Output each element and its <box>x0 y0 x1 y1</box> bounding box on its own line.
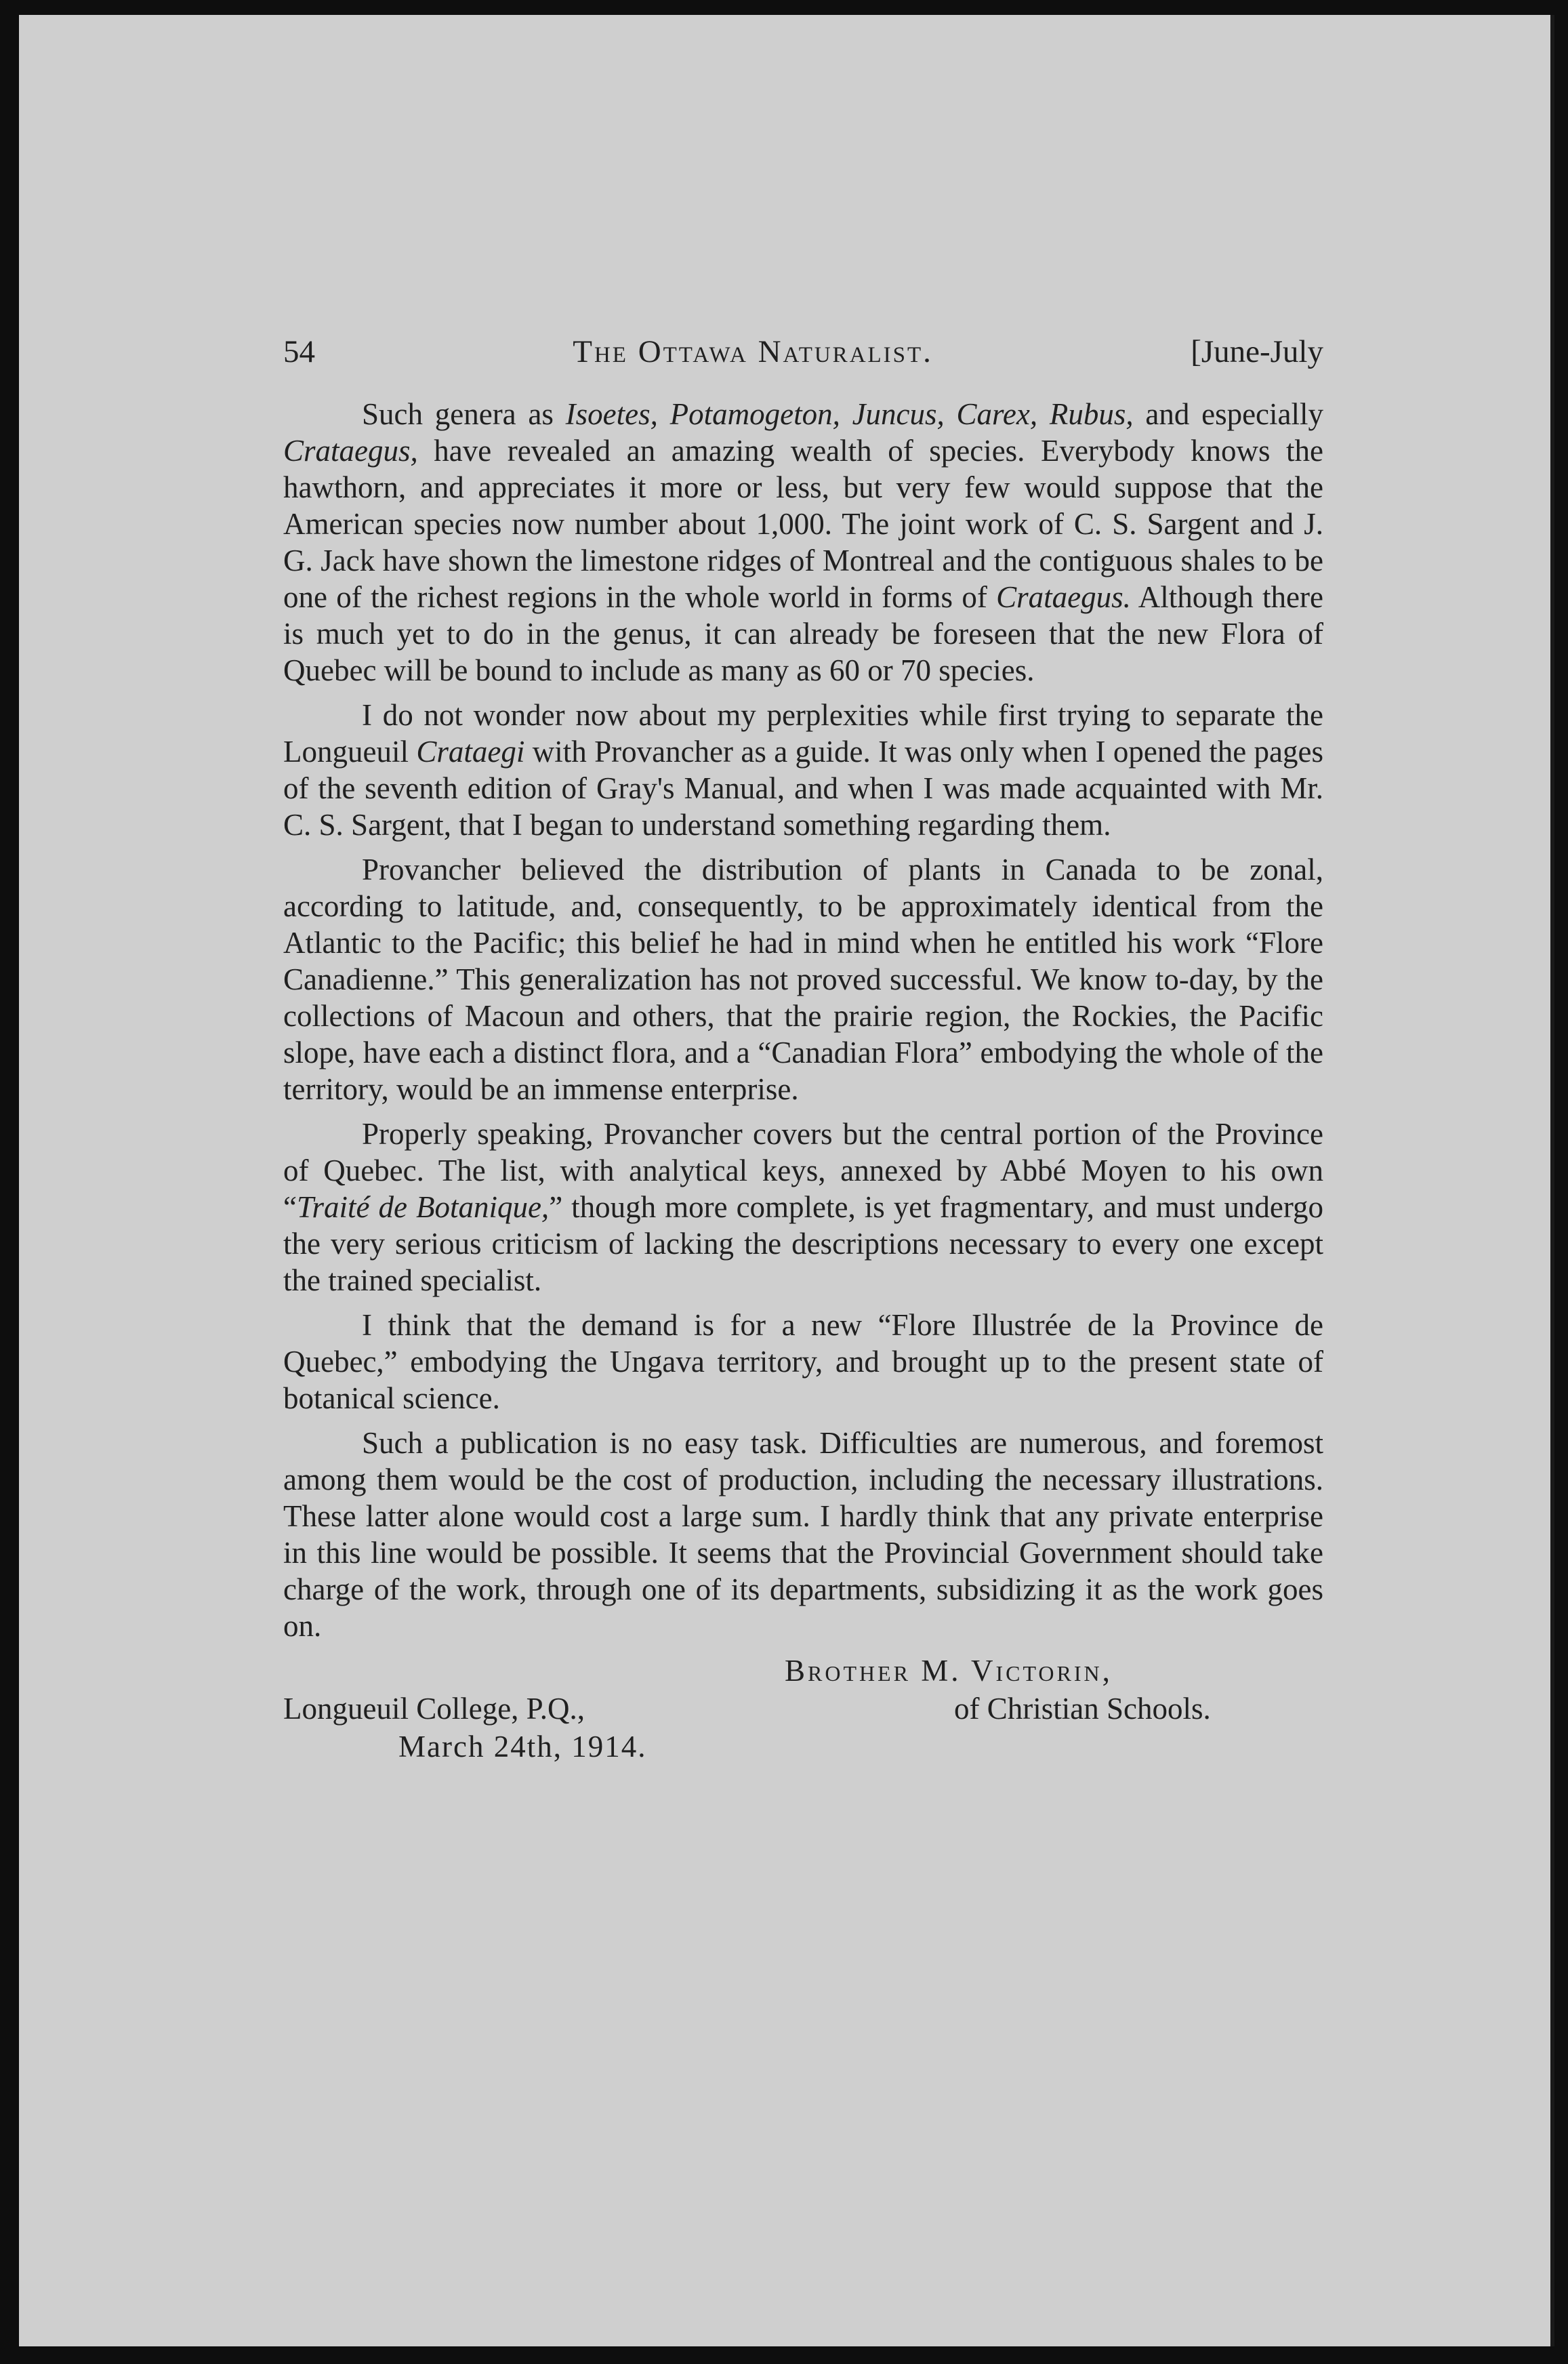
paragraph <box>283 851 1323 1107</box>
text-run: have revealed an amazing wealth of species. Everybody knows the hawthorn, and appreciates it more or less, but very few would suppose that the American species now number about 1,000. The joint work of C. S. Sargent and J. G. Jack have shown the limestone ridges of Montreal and the contiguous shales to be one of the richest regions in the whole world in forms of <box>283 434 1323 614</box>
italic-text: Crataegus, <box>283 434 418 468</box>
letter-date: March 24th, 1914. <box>398 1730 647 1764</box>
signature-block <box>283 1652 1323 1774</box>
text-run: Provancher believed the distribution of plants in Canada to be zonal, according to latitude, and, consequently, to be approximately identical from the Atlantic to the Pacific; this belief he had in mind when he entitled his work “Flore Canadienne.” This generalization has not proved successful. We know to-day, by the collections of Macoun and others, that the prairie region, the Rockies, the Pacific slope, have each a distinct flora, and a “Canadian Flora” embodying the whole of the territory, would be an immense enterprise. <box>283 853 1323 1106</box>
author-place: Longueuil College, P.Q., <box>283 1692 585 1726</box>
text-run: Such genera as <box>362 397 566 431</box>
text-run: Properly speaking, Provancher covers but the central portion of the Province of Quebec. The list, with analytical keys, annexed by Abbé Moyen to his own “ <box>283 1117 1323 1224</box>
paragraph <box>283 1307 1323 1417</box>
italic-text: Crataegus. <box>996 580 1131 614</box>
paragraph <box>283 396 1323 689</box>
document-page <box>19 15 1554 2346</box>
text-run: and especially <box>1133 397 1324 431</box>
article-body <box>283 396 1323 1644</box>
text-run: ” though more complete, is yet fragmentary, and must undergo the very serious criticism of lacking the descriptions necessary to every one except the trained specialist. <box>283 1190 1323 1297</box>
issue-label: [June-July <box>1191 334 1323 369</box>
text-block <box>283 333 1323 1774</box>
text-run: I do not wonder now about my perplexities while first trying to separate the Longueuil <box>283 698 1323 769</box>
paragraph <box>283 1116 1323 1299</box>
text-run: with Provancher as a guide. It was only when I opened the pages of the seventh edition of Gray's Manual, and when I was made acquainted with Mr. C. S. Sargent, that I began to understand something regarding them. <box>283 735 1324 842</box>
italic-text: Traité de Botanique, <box>296 1190 550 1224</box>
text-run: Although there is much yet to do in the genus, it can already be foreseen that the new Flora of Quebec will be bound to include as many as 60 or 70 species. <box>283 580 1323 687</box>
author-order: of Christian Schools. <box>954 1692 1211 1726</box>
author-name: Brother M. Victorin, <box>785 1654 1113 1688</box>
italic-text: Crataegi <box>416 735 525 769</box>
page-number: 54 <box>283 334 315 369</box>
paragraph <box>283 1425 1323 1644</box>
italic-text: Isoetes, Potamogeton, Juncus, Carex, Rubus, <box>565 397 1134 431</box>
paragraph <box>283 697 1323 843</box>
page-header <box>283 333 1323 370</box>
text-run: Such a publication is no easy task. Difficulties are numerous, and foremost among them would be the cost of production, including the necessary illustrations. These latter alone would cost a large sum. I hardly think that any private enterprise in this line would be possible. It seems that the Provincial Government should take charge of the work, through one of its departments, subsidizing it as the work goes on. <box>283 1426 1323 1643</box>
journal-title: The Ottawa Naturalist. <box>573 334 933 369</box>
text-run: I think that the demand is for a new “Flore Illustrée de la Province de Quebec,” embodying the Ungava territory, and brought up to the present state of botanical science. <box>283 1308 1323 1415</box>
